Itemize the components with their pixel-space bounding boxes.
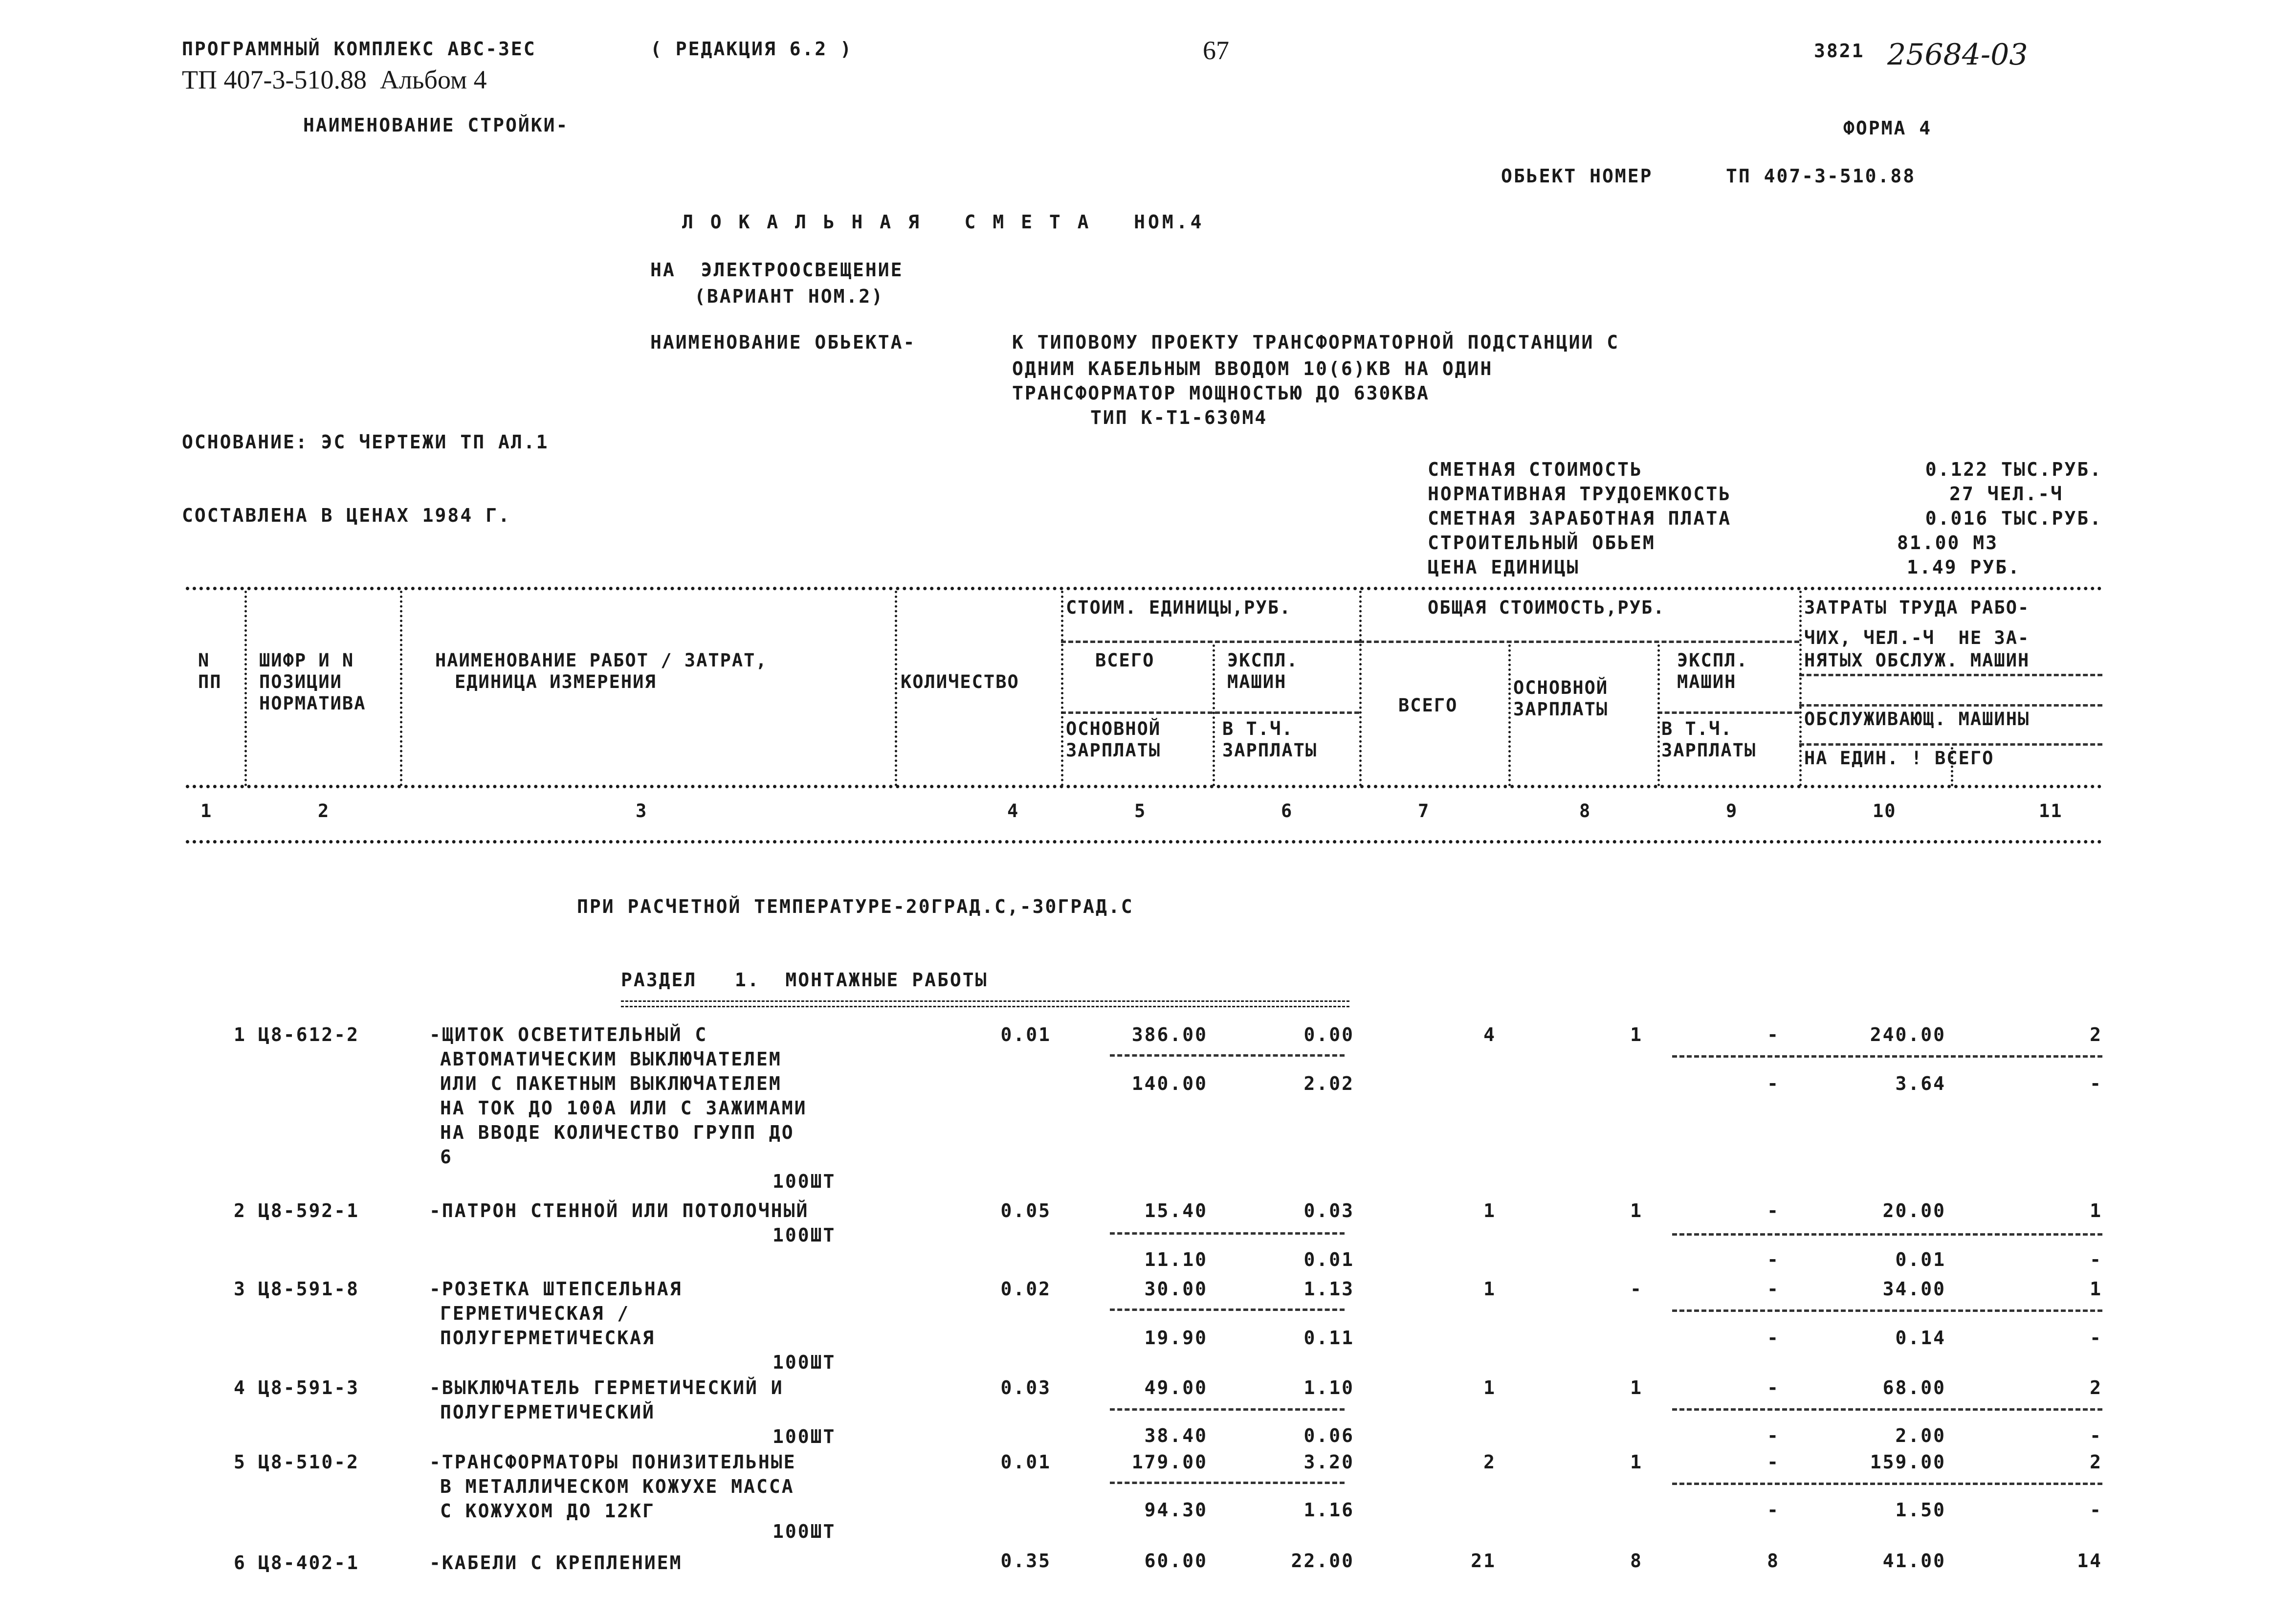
row-labor-total-2: - [2090,1073,2102,1094]
row-labor-unit: 34.00 [1882,1278,1946,1300]
hdr-labor-2: ЧИХ, ЧЕЛ.-Ч НЕ ЗА- [1804,627,2030,648]
row-number: 1 [234,1024,246,1045]
row-number: 4 [234,1377,246,1398]
object-number: ТП 407-3-510.88 [1726,165,1916,187]
hdr-unit-incl-2: ЗАРПЛАТЫ [1222,740,1318,761]
row-unit: 100ШТ [773,1171,836,1192]
col-number-2: 2 [318,800,330,821]
row-unit-base: 19.90 [1144,1327,1208,1349]
row-unit-total: 386.00 [1131,1024,1208,1045]
row-total-exp: - [1767,1377,1780,1398]
summary-label-1: СМЕТНАЯ СТОИМОСТЬ [1428,459,1643,480]
row-name-line: НА ВВОДЕ КОЛИЧЕСТВО ГРУПП ДО [440,1122,795,1143]
hdr-total-incl-2: ЗАРПЛАТЫ [1661,740,1757,761]
row-total-exp: - [1767,1451,1780,1473]
hdr-total-base-1: ОСНОВНОЙ [1513,677,1609,698]
row-number: 3 [234,1278,246,1300]
row-unit-base: 38.40 [1144,1425,1208,1446]
row-unit: 100ШТ [773,1352,836,1373]
hdr-unit-base-2: ЗАРПЛАТЫ [1066,740,1161,761]
col-number-3: 3 [636,800,648,821]
summary-label-5: ЦЕНА ЕДИНИЦЫ [1428,556,1580,578]
col-number-4: 4 [1007,800,1019,821]
row-total-base: 1 [1630,1451,1643,1473]
summary-value-4: 81.00 М3 [1897,532,1999,554]
row-unit-exp: 3.20 [1303,1451,1354,1473]
hdr-labor-4: ОБСЛУЖИВАЮЩ. МАШИНЫ [1804,709,2030,730]
row-name-line: ПОЛУГЕРМЕТИЧЕСКАЯ [440,1327,655,1349]
object-name-line-1: К ТИПОВОМУ ПРОЕКТУ ТРАНСФОРМАТОРНОЙ ПОДСТАНЦИИ С [1012,332,1620,353]
row-unit-total: 30.00 [1144,1278,1208,1300]
object-name-line-3: ТРАНСФОРМАТОР МОЩНОСТЬЮ ДО 630КВА [1012,382,1430,404]
object-name-label: НАИМЕНОВАНИЕ ОБЬЕКТА- [650,332,916,353]
row-code: Ц8-591-8 [258,1278,360,1300]
row-code: Ц8-592-1 [258,1200,360,1221]
row-unit-total: 60.00 [1144,1550,1208,1572]
hdr-name-1: НАИМЕНОВАНИЕ РАБОТ / ЗАТРАТ, [435,650,768,671]
hdr-unit-exp-2: МАШИН [1227,671,1287,692]
hdr-code-2: ПОЗИЦИИ [259,671,342,692]
col-number-6: 6 [1281,800,1293,821]
summary-label-2: НОРМАТИВНАЯ ТРУДОЕМКОСТЬ [1428,483,1732,505]
row-labor-unit: 240.00 [1870,1024,1946,1045]
hdr-labor-1: ЗАТРАТЫ ТРУДА РАБО- [1804,597,2030,618]
hdr-num-2: ПП [198,671,222,692]
row-total-incl: - [1767,1327,1780,1349]
estimate-subject: НА ЭЛЕКТРООСВЕЩЕНИЕ [650,259,904,281]
row-total-base: 1 [1630,1200,1643,1221]
row-unit: 100ШТ [773,1521,836,1542]
row-unit-incl: 0.01 [1303,1249,1354,1270]
row-unit: 100ШТ [773,1426,836,1447]
summary-label-3: СМЕТНАЯ ЗАРАБОТНАЯ ПЛАТА [1428,508,1732,529]
row-labor-unit: 159.00 [1870,1451,1946,1473]
row-total: 1 [1483,1200,1496,1221]
hdr-qty: КОЛИЧЕСТВО [901,671,1019,692]
row-unit-incl: 0.06 [1303,1425,1354,1446]
object-type: ТИП К-Т1-630М4 [1090,407,1268,428]
row-code: Ц8-612-2 [258,1024,360,1045]
row-unit-incl: 0.11 [1303,1327,1354,1349]
row-name-line: -КАБЕЛИ С КРЕПЛЕНИЕМ [429,1552,683,1574]
col-number-10: 10 [1873,800,1897,821]
basis: ОСНОВАНИЕ: ЭС ЧЕРТЕЖИ ТП АЛ.1 [182,431,549,453]
row-labor-total: 2 [2090,1377,2102,1398]
hdr-name-2: ЕДИНИЦА ИЗМЕРЕНИЯ [455,671,657,692]
object-name-line-2: ОДНИМ КАБЕЛЬНЫМ ВВОДОМ 10(6)КВ НА ОДИН [1012,358,1493,379]
section-title: РАЗДЕЛ 1. МОНТАЖНЫЕ РАБОТЫ [621,969,988,991]
row-unit-incl: 1.16 [1303,1499,1354,1521]
col-number-8: 8 [1579,800,1591,821]
construction-name-label: НАИМЕНОВАНИЕ СТРОЙКИ- [303,114,569,136]
row-labor-total-2: - [2090,1425,2102,1446]
hdr-total-incl-1: В Т.Ч. [1661,718,1733,739]
hdr-total-all: ВСЕГО [1398,695,1458,716]
price-base: СОСТАВЛЕНА В ЦЕНАХ 1984 Г. [182,505,511,526]
summary-value-5: 1.49 РУБ. [1907,556,2021,578]
row-unit-base: 11.10 [1144,1249,1208,1270]
hdr-num-1: N [198,650,210,671]
row-labor-total: 14 [2077,1550,2102,1572]
row-unit-total: 49.00 [1144,1377,1208,1398]
row-total: 4 [1483,1024,1496,1045]
hdr-code-1: ШИФР И N [259,650,354,671]
row-qty: 0.02 [1000,1278,1051,1300]
row-total-base: 1 [1630,1377,1643,1398]
row-labor-unit: 41.00 [1882,1550,1946,1572]
hdr-labor-5: НА ЕДИН. ! ВСЕГО [1804,748,1994,769]
row-total-base: 8 [1630,1550,1643,1572]
row-labor-total: 1 [2090,1278,2102,1300]
row-unit-total: 15.40 [1144,1200,1208,1221]
row-qty: 0.03 [1000,1377,1051,1398]
row-number: 5 [234,1451,246,1473]
row-code: Ц8-402-1 [258,1552,360,1574]
estimate-title: Л О К А Л Ь Н А Я С М Е Т А НОМ.4 [682,211,1205,233]
col-number-5: 5 [1134,800,1147,821]
row-unit-base: 140.00 [1131,1073,1208,1094]
row-number: 6 [234,1552,246,1574]
hdr-labor-3: НЯТЫХ ОБСЛУЖ. МАШИН [1804,650,2030,671]
row-total-base: 1 [1630,1024,1643,1045]
document-code: 3821 [1814,40,1865,62]
summary-label-4: СТРОИТЕЛЬНЫЙ ОБЬЕМ [1428,532,1656,554]
edition: ( РЕДАКЦИЯ 6.2 ) [650,38,853,60]
row-labor-total-2: - [2090,1249,2102,1270]
row-labor-total: 2 [2090,1451,2102,1473]
col-number-1: 1 [200,800,213,821]
row-unit-exp: 1.10 [1303,1377,1354,1398]
row-name-line: -ТРАНСФОРМАТОРЫ ПОНИЗИТЕЛЬНЫЕ [429,1451,796,1473]
row-total-incl: - [1767,1249,1780,1270]
hdr-total-cost: ОБЩАЯ СТОИМОСТЬ,РУБ. [1428,597,1665,618]
row-name-line: НА ТОК ДО 100А ИЛИ С ЗАЖИМАМИ [440,1097,807,1119]
object-number-label: ОБЬЕКТ НОМЕР [1501,165,1653,187]
album-label: ТП 407-3-510.88 Альбом 4 [182,65,487,94]
row-total-incl: - [1767,1499,1780,1521]
row-name-line: -РОЗЕТКА ШТЕПСЕЛЬНАЯ [429,1278,683,1300]
row-total: 1 [1483,1377,1496,1398]
row-total-base: - [1630,1278,1643,1300]
hdr-unit-total: ВСЕГО [1095,650,1155,671]
row-number: 2 [234,1200,246,1221]
row-labor-unit-2: 0.14 [1895,1327,1946,1349]
row-labor-unit: 20.00 [1882,1200,1946,1221]
row-unit-exp: 1.13 [1303,1278,1354,1300]
row-qty: 0.01 [1000,1451,1051,1473]
summary-value-3: 0.016 ТЫС.РУБ. [1925,508,2102,529]
row-name-line: -ЩИТОК ОСВЕТИТЕЛЬНЫЙ С [429,1024,708,1045]
row-unit-exp: 0.03 [1303,1200,1354,1221]
row-labor-total-2: - [2090,1499,2102,1521]
handwritten-number: 25684-03 [1887,38,2028,72]
temperature-note: ПРИ РАСЧЕТНОЙ ТЕМПЕРАТУРЕ-20ГРАД.С,-30ГРАД.С [577,896,1134,917]
row-total-incl: - [1767,1073,1780,1094]
row-name-line: -ПАТРОН СТЕННОЙ ИЛИ ПОТОЛОЧНЫЙ [429,1200,809,1221]
row-unit-base: 94.30 [1144,1499,1208,1521]
hdr-code-3: НОРМАТИВА [259,693,366,714]
row-unit: 100ШТ [773,1224,836,1246]
form-label: ФОРМА 4 [1843,117,1932,139]
estimate-variant: (ВАРИАНТ НОМ.2) [694,286,884,307]
hdr-unit-cost: СТОИМ. ЕДИНИЦЫ,РУБ. [1066,597,1292,618]
row-qty: 0.35 [1000,1550,1051,1572]
row-name-line: АВТОМАТИЧЕСКИМ ВЫКЛЮЧАТЕЛЕМ [440,1048,782,1070]
row-labor-unit: 68.00 [1882,1377,1946,1398]
row-name-line: В МЕТАЛЛИЧЕСКОМ КОЖУХЕ МАССА [440,1476,795,1497]
row-unit-incl: 2.02 [1303,1073,1354,1094]
col-number-7: 7 [1418,800,1430,821]
row-code: Ц8-591-3 [258,1377,360,1398]
row-labor-total: 2 [2090,1024,2102,1045]
row-name-line: С КОЖУХОМ ДО 12КГ [440,1500,655,1522]
row-labor-total: 1 [2090,1200,2102,1221]
row-name-line: ГЕРМЕТИЧЕСКАЯ / [440,1303,630,1324]
hdr-total-exp-1: ЭКСПЛ. [1677,650,1748,671]
summary-value-2: 27 ЧЕЛ.-Ч [1949,483,2063,505]
row-unit-exp: 0.00 [1303,1024,1354,1045]
summary-value-1: 0.122 ТЫС.РУБ. [1925,459,2102,480]
row-total-exp: - [1767,1200,1780,1221]
row-unit-exp: 22.00 [1291,1550,1354,1572]
row-total: 21 [1471,1550,1496,1572]
hdr-unit-incl-1: В Т.Ч. [1222,718,1294,739]
section-underline [621,1000,1349,1007]
row-name-line: 6 [440,1146,453,1168]
hdr-unit-base-1: ОСНОВНОЙ [1066,718,1161,739]
row-total-exp: - [1767,1278,1780,1300]
row-name-line: ПОЛУГЕРМЕТИЧЕСКИЙ [440,1401,655,1423]
program-name: ПРОГРАММНЫЙ КОМПЛЕКС АВС-3ЕС [182,38,536,60]
row-unit-total: 179.00 [1131,1451,1208,1473]
row-name-line: -ВЫКЛЮЧАТЕЛЬ ГЕРМЕТИЧЕСКИЙ И [429,1377,784,1398]
row-total: 2 [1483,1451,1496,1473]
row-labor-unit-2: 0.01 [1895,1249,1946,1270]
row-labor-total-2: - [2090,1327,2102,1349]
row-total: 1 [1483,1278,1496,1300]
row-qty: 0.01 [1000,1024,1051,1045]
col-number-11: 11 [2039,800,2063,821]
page-number: 67 [1203,36,1229,65]
col-number-9: 9 [1726,800,1738,821]
row-labor-unit-2: 2.00 [1895,1425,1946,1446]
hdr-total-base-2: ЗАРПЛАТЫ [1513,699,1609,720]
row-total-incl: - [1767,1425,1780,1446]
row-total-exp: 8 [1767,1550,1780,1572]
row-total-exp: - [1767,1024,1780,1045]
row-labor-unit-2: 1.50 [1895,1499,1946,1521]
row-qty: 0.05 [1000,1200,1051,1221]
row-name-line: ИЛИ С ПАКЕТНЫМ ВЫКЛЮЧАТЕЛЕМ [440,1073,782,1094]
row-code: Ц8-510-2 [258,1451,360,1473]
row-labor-unit-2: 3.64 [1895,1073,1946,1094]
hdr-total-exp-2: МАШИН [1677,671,1737,692]
hdr-unit-exp-1: ЭКСПЛ. [1227,650,1299,671]
